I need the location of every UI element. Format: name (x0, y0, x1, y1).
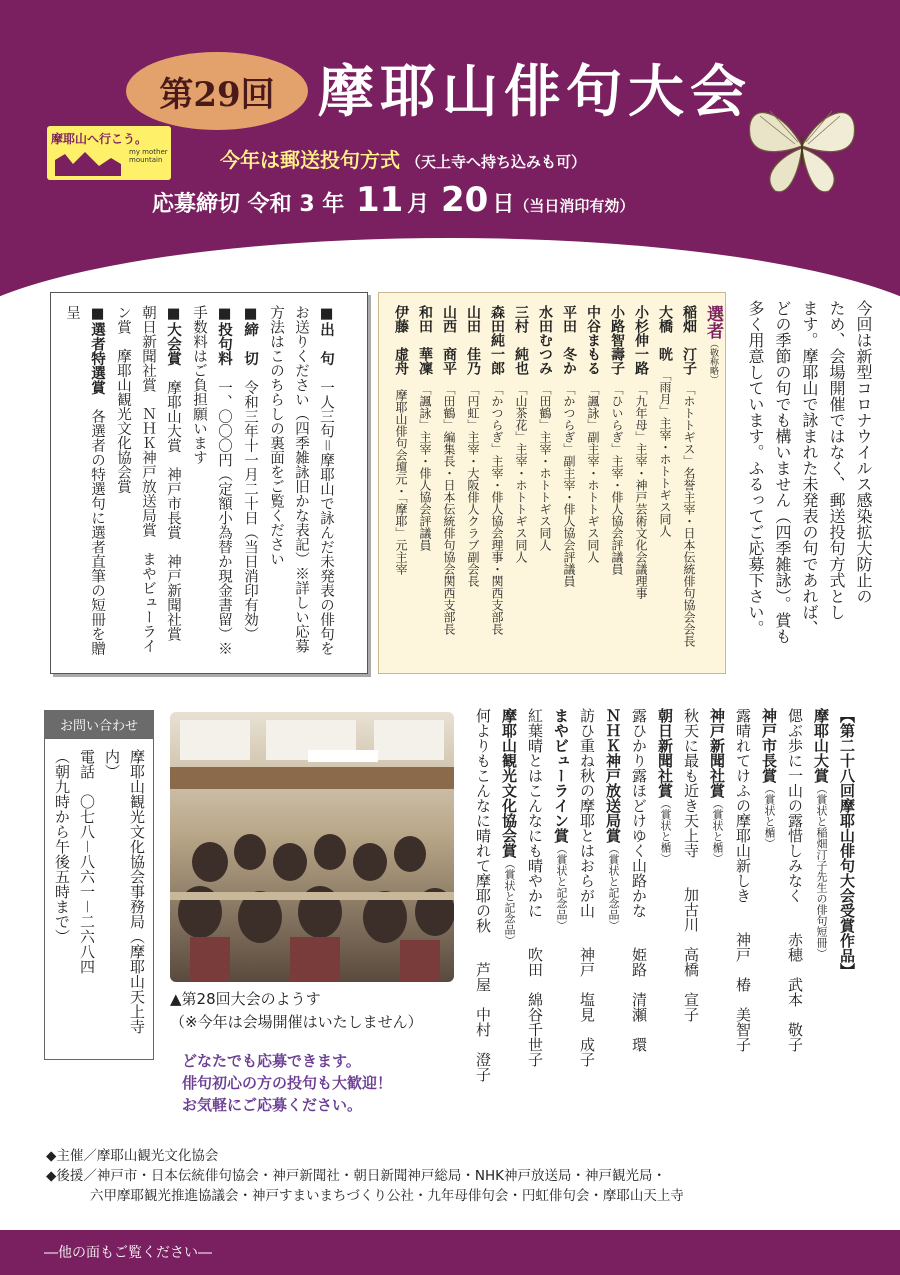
judge-role: 「山茶花」主宰・ホトトギス同人 (514, 389, 528, 563)
rule-item (237, 305, 263, 661)
butterfly-icon (740, 96, 864, 196)
award-note: （賞状と記念品） (503, 858, 516, 946)
event-photo (170, 712, 454, 982)
judge-item (629, 305, 653, 661)
haiku-author: 姫路 清瀬 環 (630, 947, 648, 1052)
rule-label: ■選者特選賞 (89, 305, 106, 395)
judge-name: 和田 華凜 (417, 305, 433, 375)
rule-text: 各選者の特選句に選者直筆の短冊を贈呈 (64, 305, 105, 656)
judge-role: 「かつらぎ」副主宰・俳人協会評議員 (562, 389, 576, 587)
judge-role: 摩耶山俳句会壇元・「摩耶」元主宰 (394, 389, 408, 575)
deadline-month-unit: 月 (407, 192, 430, 217)
award-note: （賞状と稲畑汀子先生の俳句短冊） (815, 783, 828, 959)
rule-label: ■投句料 (216, 305, 233, 366)
judge-item (413, 305, 437, 661)
support-line: 六甲摩耶観光推進協議会・神戸すまいまちづくり公社・九年母俳句会・円虹俳句会・摩耶山天上寺 (90, 1188, 684, 1204)
rule-text: 摩耶山大賞 神戸市長賞 神戸新聞社賞 朝日新聞社賞 ＮＨＫ神戸放送局賞 まやビューライン賞 摩耶山観光文化協会賞 (115, 305, 181, 656)
judge-name: 山田 佳乃 (465, 305, 481, 375)
logo-text: 摩耶山へ行こう。 (51, 132, 148, 146)
haiku-text: 訪ひ重ね秋の摩耶とはおらが山 (578, 708, 596, 918)
award-haiku (626, 708, 652, 1128)
welcome-line: どなたでも応募できます。 (182, 1052, 361, 1070)
haiku-author: 神戸 椿 美智子 (734, 932, 752, 1052)
judge-role: 「ひいらぎ」主宰・俳人協会評議員 (610, 389, 624, 575)
judge-role: 「諷詠」副主宰・ホトトギス同人 (586, 389, 600, 563)
deadline (152, 180, 634, 220)
judge-name: 中谷まもる (585, 305, 601, 375)
award-name: 神戸新聞社賞 (708, 708, 726, 798)
rule-label: ■出 句 (318, 305, 335, 366)
judge-name: 森田純一郎 (489, 305, 505, 375)
credits (46, 1146, 684, 1206)
judges-panel (378, 292, 726, 674)
judge-role: 「九年母」主宰・神戸芸術文化会議理事 (634, 389, 648, 599)
award-heading (756, 708, 782, 1128)
award-haiku (782, 708, 808, 1128)
judge-item (605, 305, 629, 661)
judge-role: 「かつらぎ」主宰・俳人協会理事・関西支部長 (490, 389, 504, 635)
award-haiku (522, 708, 548, 1128)
deadline-label: 応募締切 令和 3 年 (152, 192, 345, 217)
logo (47, 126, 171, 180)
event-title: 摩耶山俳句大会 (318, 59, 752, 125)
judge-role: 「雨月」主宰・ホトトギス同人 (658, 375, 672, 537)
judge-item (581, 305, 605, 661)
haiku-text: 偲ぶ歩に一山の露惜しみなく (786, 708, 804, 903)
judge-name: 伊藤 虚舟 (393, 305, 409, 375)
logo-subtext: my mother mountain (129, 148, 168, 164)
rule-item (263, 305, 339, 661)
award-heading (548, 708, 574, 1128)
photo-caption (170, 988, 423, 1034)
haiku-text: 秋天に最も近き天上寺 (682, 708, 700, 858)
rules-list (59, 305, 339, 661)
award-note: （賞状と楯） (711, 798, 724, 864)
subtitle-note: （天上寺へ持ち込みも可） (406, 153, 587, 171)
judge-name: 稲畑 汀子 (681, 305, 697, 375)
rules-panel (50, 292, 368, 674)
award-note: （賞状と楯） (659, 798, 672, 864)
judge-name: 山西 商平 (441, 305, 457, 375)
contact-phone: 電話 〇七八－八六一－二六八四 (78, 749, 96, 975)
rule-text: 令和三年十一月二十日（当日消印有効） (242, 380, 258, 641)
intro-line: ます。摩耶山で詠まれた未発表の句であれば、 (800, 300, 819, 636)
award-winners (470, 708, 860, 1128)
intro-line: どの季節の句でも構いません（四季雑詠）。賞も (773, 300, 792, 644)
contact-label: お問い合わせ (44, 710, 154, 738)
award-name: 摩耶山観光文化協会賞 (500, 708, 518, 858)
haiku-text: 紅葉晴とはこんなにも晴やかに (526, 708, 544, 918)
judge-item (461, 305, 485, 661)
judge-item (557, 305, 581, 661)
haiku-text: 露ひかり露ほどけゆく山路かな (630, 708, 648, 918)
judge-name: 平田 冬か (561, 305, 577, 375)
deadline-month: 11 (355, 180, 404, 220)
haiku-author: 吹田 綿谷千世子 (526, 947, 544, 1067)
welcome-message (182, 1050, 392, 1116)
judge-item (533, 305, 557, 661)
deadline-day: 20 (440, 180, 489, 220)
judge-name: 大橋 晄 (657, 305, 673, 361)
award-name: ＮＨＫ神戸放送局賞 (604, 708, 622, 843)
judge-item (485, 305, 509, 661)
rule-item (59, 305, 110, 661)
award-name: 摩耶山大賞 (812, 708, 830, 783)
contact-hours: （朝九時から午後五時まで） (53, 749, 71, 944)
judge-name: 水田むつみ (537, 305, 553, 375)
intro-line: ため、会場開催ではなく、郵送投句方式とし (827, 300, 846, 620)
photo-caption-note: （※今年は会場開催はいたしません） (170, 1013, 423, 1031)
welcome-line: 俳句初心の方の投句も大歓迎！ (182, 1074, 393, 1092)
haiku-text: 露晴れてけふの摩耶山新しき (734, 708, 752, 903)
judge-role: 「諷詠」主宰・俳人協会評議員 (418, 389, 432, 551)
judges-heading (701, 305, 725, 661)
haiku-author: 芦屋 中村 澄子 (474, 962, 492, 1082)
rule-label: ■締 切 (242, 305, 259, 366)
judges-note: （敬称略） (708, 339, 718, 384)
judge-role: 「ホトトギス」名誉主宰・日本伝統俳句協会会長 (682, 389, 696, 647)
award-note: （賞状と楯） (763, 783, 776, 849)
intro-line: 今回は新型コロナウイルス感染拡大防止の (854, 300, 873, 604)
judge-name: 小路智壽子 (609, 305, 625, 375)
judges-title: 選者 (703, 305, 723, 339)
haiku-author: 赤穂 武本 敬子 (786, 932, 804, 1052)
award-haiku (678, 708, 704, 1128)
edition-label: 第29回 (159, 74, 275, 115)
haiku-author: 神戸 塩見 成子 (578, 947, 596, 1067)
award-heading (808, 708, 834, 1128)
judge-name: 小杉伸一路 (633, 305, 649, 375)
judge-role: 「円虹」主宰・大阪俳人クラブ副会長 (466, 389, 480, 587)
judge-item (437, 305, 461, 661)
judge-role: 「田鶴」主宰・ホトトギス同人 (538, 389, 552, 551)
contact-org: 摩耶山観光文化協会事務局（摩耶山天上寺内） (103, 749, 146, 1034)
mountain-logo-icon (55, 150, 121, 176)
award-heading (704, 708, 730, 1128)
rule-item (110, 305, 186, 661)
rule-text: 一人三句＝摩耶山で詠んだ未発表の俳句をお送りください（四季雑詠旧かな表記）※詳しい応募方法はこのちらしの裏面をご覧ください (268, 305, 334, 656)
rule-label: ■大会賞 (165, 305, 182, 366)
edition-badge (126, 52, 308, 130)
photo-caption-title: ▲第28回大会のようす (170, 990, 321, 1008)
subtitle-main: 今年は郵送投句方式 (220, 148, 400, 172)
award-note: （賞状と記念品） (555, 843, 568, 931)
rule-text: 一、〇〇〇円（定額小為替か現金書留）※手数料はご負担願います (191, 305, 232, 656)
deadline-note: （当日消印有効） (514, 197, 635, 215)
contact-text (49, 749, 149, 1049)
footer-text: ―他の面もご覧ください― (44, 1245, 212, 1261)
award-haiku (574, 708, 600, 1128)
award-heading (600, 708, 626, 1128)
judge-name: 三村 純也 (513, 305, 529, 375)
welcome-line: お気軽にご応募ください。 (182, 1096, 363, 1114)
judges-list (389, 305, 725, 661)
haiku-text: 何よりもこんなに晴れて摩耶の秋 (474, 708, 492, 933)
award-name: 朝日新聞社賞 (656, 708, 674, 798)
support-line: ◆後援／神戸市・日本伝統俳句協会・神戸新聞社・朝日新聞神戸総局・NHK神戸放送局・神戸観光局・ (46, 1168, 666, 1184)
judge-role: 「田鶴」編集長・日本伝統俳句協会関西支部長 (442, 389, 456, 635)
award-name: まやビューライン賞 (552, 708, 570, 843)
contact-panel (44, 738, 154, 1060)
judge-item (653, 305, 677, 661)
haiku-author: 加古川 高橋 宣子 (682, 887, 700, 1022)
intro-text (742, 300, 877, 660)
intro-line: 多く用意しています。ふるってご応募下さい。 (746, 300, 765, 636)
judge-item (389, 305, 413, 661)
subtitle (220, 144, 586, 173)
rule-item (186, 305, 237, 661)
award-haiku (470, 708, 496, 1128)
award-heading (652, 708, 678, 1128)
judge-item (677, 305, 701, 661)
footer-bar (0, 1230, 900, 1275)
judge-item (509, 305, 533, 661)
award-heading (496, 708, 522, 1128)
awards-title: 【第二十八回摩耶山俳句大会受賞作品】 (838, 708, 856, 978)
award-note: （賞状と記念品） (607, 843, 620, 931)
deadline-day-unit: 日 (492, 192, 515, 217)
award-name: 神戸市長賞 (760, 708, 778, 783)
award-haiku (730, 708, 756, 1128)
organizer-line: ◆主催／摩耶山観光文化協会 (46, 1148, 219, 1164)
